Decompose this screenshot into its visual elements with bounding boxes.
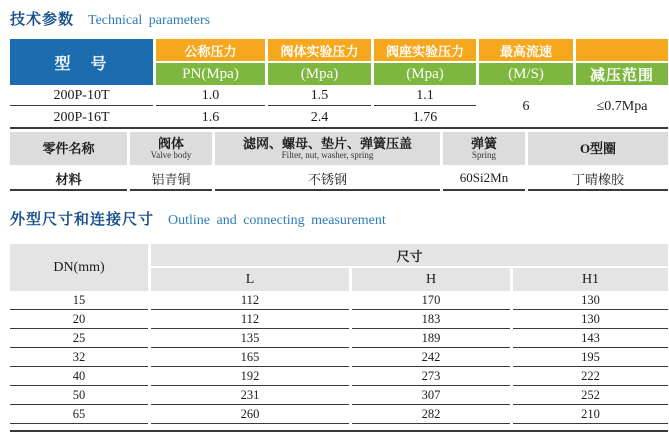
outline-dimensions-title-zh: 外型尺寸和连接尺寸: [10, 210, 155, 228]
h-value: 242: [352, 348, 510, 367]
l-value: 192: [151, 367, 349, 386]
model-column-header: 型 号: [10, 39, 153, 85]
material-o-ring: 丁晴橡胶: [528, 167, 668, 191]
dimensions-table-rows: [10, 291, 668, 424]
material-filter-nut-washer: 不锈钢: [215, 167, 440, 191]
pn-value-row2: 1.6: [201, 109, 220, 125]
dn-value: 20: [10, 310, 148, 329]
h1-value: 252: [513, 386, 668, 405]
l-value: 112: [151, 291, 349, 310]
l-column-header: L: [151, 268, 349, 291]
model-value-row2: 200P-16T: [53, 109, 110, 125]
part-filter-nut-washer-zh: 滤网、螺母、垫片、弹簧压盖: [242, 135, 412, 151]
h1-value: 222: [513, 367, 668, 386]
l-value: 135: [151, 329, 349, 348]
nominal-pressure-header: 公称压力: [156, 39, 265, 61]
h1-value: 130: [513, 310, 668, 329]
seat-test-value-row1: 1.1: [374, 87, 476, 106]
h-value: 307: [352, 386, 510, 405]
h1-value: 195: [513, 348, 668, 367]
max-flow-unit: (M/S): [479, 63, 573, 85]
dn-value: 50: [10, 386, 148, 405]
part-spring-zh: 弹簧: [470, 135, 497, 151]
seat-test-value-row2: 1.76: [412, 109, 438, 125]
max-flow-value: 6: [522, 99, 530, 114]
dimensions-table-header: [10, 244, 668, 291]
h1-value: 143: [513, 329, 668, 348]
body-test-pressure-unit: (Mpa): [268, 63, 371, 85]
part-name-row-label: [10, 132, 127, 165]
l-value: 165: [151, 348, 349, 367]
size-group-header: 尺寸: [151, 244, 668, 266]
material-spring: 60Si2Mn: [443, 167, 525, 191]
h-value: 189: [352, 329, 510, 348]
l-value: 112: [151, 310, 349, 329]
h-value: 273: [352, 367, 510, 386]
part-name-label-text: 零件名称: [42, 140, 95, 156]
h-value: 183: [352, 310, 510, 329]
dn-value: 40: [10, 367, 148, 386]
h-value: 282: [352, 405, 510, 424]
technical-parameters-title-zh: 技术参数: [10, 10, 75, 28]
outline-dimensions-heading: [10, 208, 668, 230]
seat-test-pressure-unit: (Mpa): [374, 63, 476, 85]
l-value: 231: [151, 386, 349, 405]
table-bottom-rule: [10, 430, 668, 432]
dn-value: 15: [10, 291, 148, 310]
h1-value: 130: [513, 291, 668, 310]
pressure-range-header: 减压范围: [576, 63, 668, 85]
part-o-ring: [528, 132, 668, 165]
dn-value: 65: [10, 405, 148, 424]
nominal-pressure-unit: PN(Mpa): [156, 63, 265, 85]
body-test-value-row2: 2.4: [310, 109, 329, 125]
h-column-header: H: [352, 268, 510, 291]
h1-value: 210: [513, 405, 668, 424]
part-spring: [443, 132, 525, 165]
model-value-row1: 200P-10T: [10, 87, 153, 106]
pressure-range-header-top: [576, 39, 668, 61]
pn-value-row1: 1.0: [156, 87, 265, 106]
body-test-pressure-header: 阀体实验压力: [268, 39, 371, 61]
h1-column-header: H1: [513, 268, 668, 291]
technical-parameters-table: [10, 39, 668, 129]
dn-value: 25: [10, 329, 148, 348]
technical-parameters-title-en: Technical parameters: [88, 13, 211, 28]
seat-test-pressure-header: 阀座实验压力: [374, 39, 476, 61]
part-filter-nut-washer-en: Filter, nut, washer, spring: [281, 149, 374, 160]
part-filter-nut-washer: [215, 132, 440, 165]
part-valve-body-en: Valve body: [150, 149, 192, 160]
pressure-range-value: ≤0.7Mpa: [596, 99, 648, 114]
part-spring-en: Spring: [471, 149, 496, 160]
part-valve-body: [130, 132, 212, 165]
part-valve-body-zh: 阀体: [157, 135, 184, 151]
outline-dimensions-title-en: Outline and connecting measurement: [168, 213, 386, 228]
dn-column-header: DN(mm): [10, 244, 148, 291]
technical-parameters-heading: [10, 8, 668, 30]
body-test-value-row1: 1.5: [268, 87, 371, 106]
material-valve-body: 铝青铜: [130, 167, 212, 191]
l-value: 260: [151, 405, 349, 424]
parts-material-table: [10, 132, 668, 191]
dn-value: 32: [10, 348, 148, 367]
material-row-label: 材料: [10, 167, 127, 191]
max-flow-header: 最高流速: [479, 39, 573, 61]
h-value: 170: [352, 291, 510, 310]
part-o-ring-zh: O型圈: [579, 140, 617, 156]
